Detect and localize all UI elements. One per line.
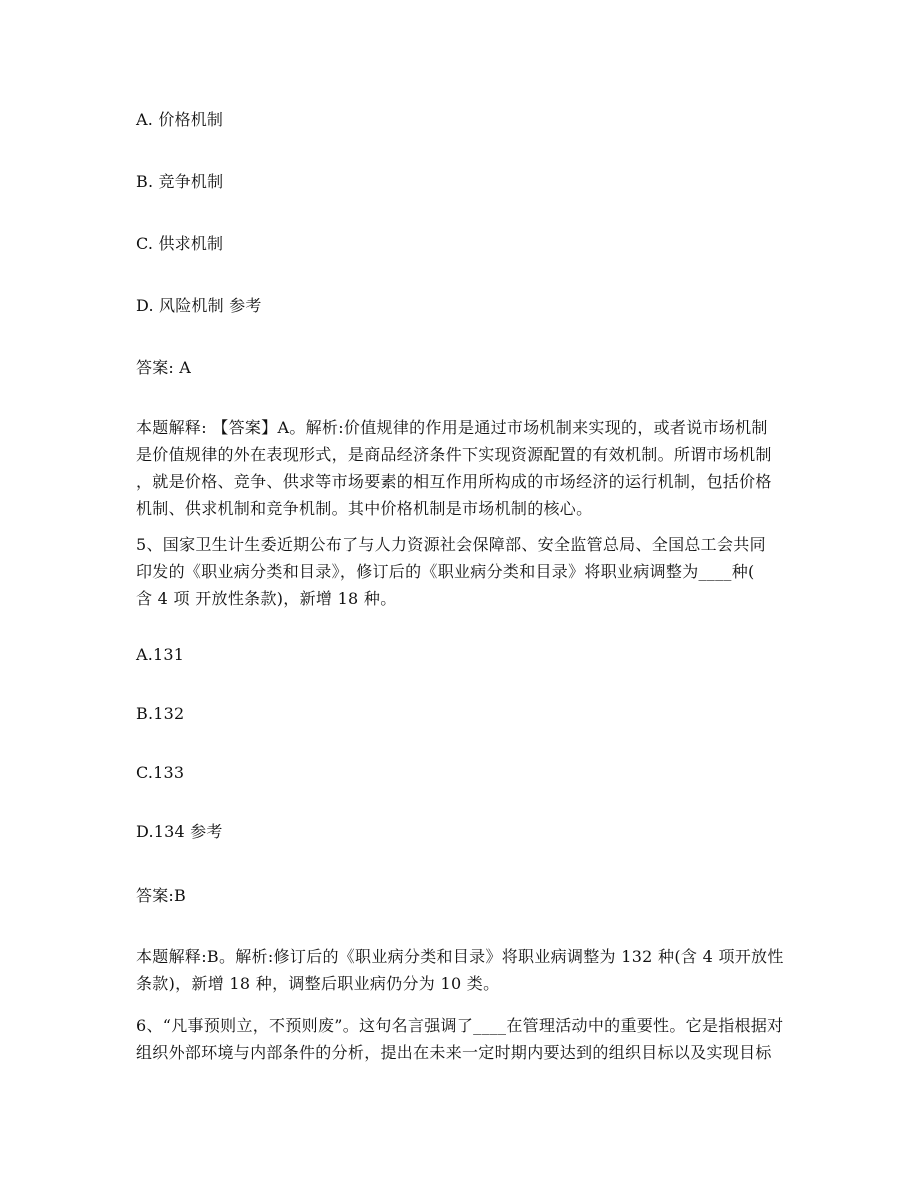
q5-explanation [136,943,786,997]
q5-answer: 答案:B [136,886,186,905]
q4-option-a: A. 价格机制 [136,110,224,129]
q5-option-d: D.134 参考 [136,822,223,841]
q4-explanation-line: 机制、供求机制和竞争机制。其中价格机制是市场机制的核心。 [136,499,593,518]
q4-explanation-line: 本题解释: 【答案】A。解析:价值规律的作用是通过市场机制来实现的，或者说市场机制 [136,418,768,437]
q5-explanation-line: 条款)，新增 18 种，调整后职业病仍分为 10 类。 [136,974,500,993]
q5-question [136,531,786,612]
q4-answer: 答案: A [136,358,192,377]
q5-question-line: 含 4 项 开放性条款)，新增 18 种。 [136,589,397,608]
q4-option-c: C. 供求机制 [136,234,224,253]
q6-question [136,1012,786,1066]
q4-option-d: D. 风险机制 参考 [136,296,262,315]
q6-question-line: 组织外部环境与内部条件的分析，提出在未来一定时期内要达到的组织目标以及实现目标 [136,1043,772,1062]
q6-question-line: 6、“凡事预则立，不预则废”。这句名言强调了____在管理活动中的重要性。它是指根据对 [136,1016,784,1035]
q5-option-b: B.132 [136,704,185,723]
q5-option-a: A.131 [136,645,185,664]
q4-option-b: B. 竞争机制 [136,172,224,191]
q5-question-line: 5、国家卫生计生委近期公布了与人力资源社会保障部、安全监管总局、全国总工会共同 [136,535,766,554]
q4-explanation-line: ，就是价格、竞争、供求等市场要素的相互作用所构成的市场经济的运行机制，包括价格 [136,472,772,491]
q5-explanation-line: 本题解释:B。解析:修订后的《职业病分类和目录》将职业病调整为 132 种(含 4 项开放性 [136,947,784,966]
q5-question-line: 印发的《职业病分类和目录》，修订后的《职业病分类和目录》将职业病调整为____种( [136,562,755,581]
q5-option-c: C.133 [136,763,185,782]
q4-explanation [136,414,786,522]
q4-explanation-line: 是价值规律的外在表现形式，是商品经济条件下实现资源配置的有效机制。所谓市场机制 [136,445,772,464]
